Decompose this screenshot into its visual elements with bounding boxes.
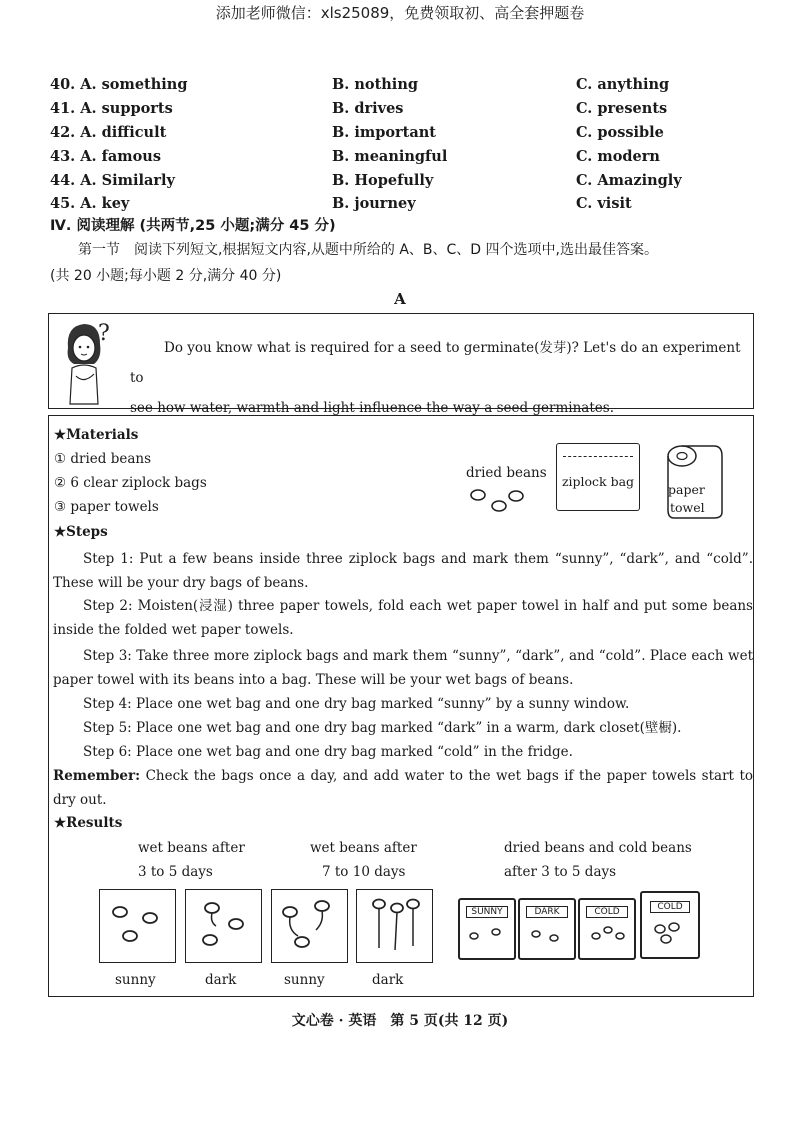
paper-towel-label-1: paper <box>668 482 705 497</box>
sprouted-beans-icon <box>272 890 346 960</box>
step-4: Step 4: Place one wet bag and one dry bag marked “sunny” by a sunny window. <box>83 696 630 712</box>
option-a-text: A. something <box>80 76 188 93</box>
dried-beans-icon <box>466 486 536 514</box>
option-b: B. nothing <box>332 76 418 93</box>
bag-cold-wet <box>640 891 700 959</box>
option-b: B. drives <box>332 100 404 117</box>
option-a-text: A. Similarly <box>80 172 175 189</box>
option-a-text: A. famous <box>80 148 161 165</box>
results-heading: ★Results <box>54 815 123 831</box>
beans-in-bag-icon <box>580 918 634 948</box>
girl-thinking-icon <box>54 318 118 406</box>
option-c: C. Amazingly <box>576 172 682 189</box>
option-c: C. modern <box>576 148 660 165</box>
bag-label-cold: COLD <box>586 906 628 918</box>
page-footer: 文心卷 · 英语 第 5 页(共 12 页) <box>291 1013 509 1029</box>
result-box-dark-3-5-days <box>185 889 262 963</box>
option-c: C. visit <box>576 195 632 212</box>
beans-in-bag-icon <box>520 918 574 948</box>
results-group-3-line-2: after 3 to 5 days <box>504 864 617 880</box>
question-number: 44. <box>50 172 76 189</box>
question-number: 42. <box>50 124 76 141</box>
option-b: B. journey <box>332 195 416 212</box>
option-a <box>50 76 187 93</box>
long-sprouts-icon <box>357 890 431 960</box>
intro-text <box>130 333 752 423</box>
remember-note <box>53 764 753 812</box>
materials-heading: ★Materials <box>54 427 139 443</box>
option-a-text: A. difficult <box>80 124 167 141</box>
step-5: Step 5: Place one wet bag and one dry bag marked “dark” in a warm, dark closet(壁橱). <box>83 720 682 736</box>
results-group-1-line-2: 3 to 5 days <box>138 864 213 880</box>
steps-heading: ★Steps <box>54 524 108 540</box>
question-42-options <box>50 124 770 146</box>
material-item-2: ② 6 clear ziplock bags <box>54 475 207 491</box>
option-b: B. Hopefully <box>332 172 434 189</box>
question-number: 43. <box>50 148 76 165</box>
results-group-2-line-2: 7 to 10 days <box>322 864 406 880</box>
caption-dark-2: dark <box>372 972 404 988</box>
option-a <box>50 100 173 117</box>
question-number: 40. <box>50 76 76 93</box>
option-a-text: A. key <box>80 195 130 212</box>
caption-sunny-2: sunny <box>284 972 325 988</box>
svg-text:?: ? <box>98 321 110 346</box>
watermark-banner: 添加老师微信：xls25089，免费领取初、高全套押题卷 <box>215 4 585 22</box>
paper-towel-label-2: towel <box>670 500 705 515</box>
option-c: C. possible <box>576 124 664 141</box>
dried-beans-label: dried beans <box>466 465 547 481</box>
passage-label: A <box>394 290 406 308</box>
bag-label-dark: DARK <box>526 906 568 918</box>
result-box-sunny-7-10-days <box>271 889 348 963</box>
option-a <box>50 172 175 189</box>
caption-dark-1: dark <box>205 972 237 988</box>
results-group-1-line-1: wet beans after <box>138 840 245 856</box>
step-1: Step 1: Put a few beans inside three ziplock bags and mark them “sunny”, “dark”, and “cold”. These will be your dry bags of beans. <box>53 551 753 591</box>
option-b: B. important <box>332 124 436 141</box>
results-group-2-line-1: wet beans after <box>310 840 417 856</box>
step-6: Step 6: Place one wet bag and one dry bag marked “cold” in the fridge. <box>83 744 573 760</box>
sprouting-beans-icon <box>186 890 260 960</box>
step-2: Step 2: Moisten(浸湿) three paper towels, fold each wet paper towel in half and put some beans inside the folded wet paper towels. <box>53 598 753 638</box>
question-number: 45. <box>50 195 76 212</box>
caption-sunny-1: sunny <box>115 972 156 988</box>
material-item-1: ① dried beans <box>54 451 152 467</box>
dry-beans-icon <box>100 890 174 960</box>
question-41-options <box>50 100 770 122</box>
result-box-dark-7-10-days <box>356 889 433 963</box>
ziplock-bag-picture <box>556 443 640 511</box>
bag-cold-dry <box>578 898 636 960</box>
material-item-3: ③ paper towels <box>54 499 159 515</box>
option-a-text: A. supports <box>80 100 173 117</box>
option-a <box>50 148 161 165</box>
ziplock-bag-label: ziplock bag <box>561 474 635 489</box>
beans-in-bag-icon <box>460 918 514 948</box>
results-group-3-line-1: dried beans and cold beans <box>504 840 692 856</box>
question-number: 41. <box>50 100 76 117</box>
option-a <box>50 195 129 212</box>
question-40-options <box>50 76 770 98</box>
remember-text: Check the bags once a day, and add water to the wet bags if the paper towels start to dry out. <box>53 768 753 808</box>
question-44-options <box>50 172 770 194</box>
bag-label-sunny: SUNNY <box>466 906 508 918</box>
result-box-sunny-3-5-days <box>99 889 176 963</box>
option-c: C. anything <box>576 76 670 93</box>
beans-in-bag-icon <box>642 913 698 949</box>
bag-label-cold-2: COLD <box>650 901 690 913</box>
bag-sunny <box>458 898 516 960</box>
remember-label: Remember: <box>53 768 141 784</box>
intro-line-1: Do you know what is required for a seed to germinate(发芽)? Let's do an experiment to <box>130 340 741 386</box>
option-c: C. presents <box>576 100 668 117</box>
step-3: Step 3: Take three more ziplock bags and mark them “sunny”, “dark”, and “cold”. Place each wet paper towel with its beans into a bag. These will be your wet bags of beans. <box>53 648 753 688</box>
option-b: B. meaningful <box>332 148 448 165</box>
bag-dark <box>518 898 576 960</box>
option-a <box>50 124 166 141</box>
question-43-options <box>50 148 770 170</box>
instruction-line-1: 第一节 阅读下列短文,根据短文内容,从题中所给的 A、B、C、D 四个选项中,选出最佳答案。 <box>78 242 658 258</box>
section-heading: Ⅳ. 阅读理解 (共两节,25 小题;满分 45 分) <box>50 218 336 234</box>
intro-line-2: see how water, warmth and light influence the way a seed germinates. <box>130 400 614 416</box>
instruction-line-2: (共 20 小题;每小题 2 分,满分 40 分) <box>50 268 282 284</box>
